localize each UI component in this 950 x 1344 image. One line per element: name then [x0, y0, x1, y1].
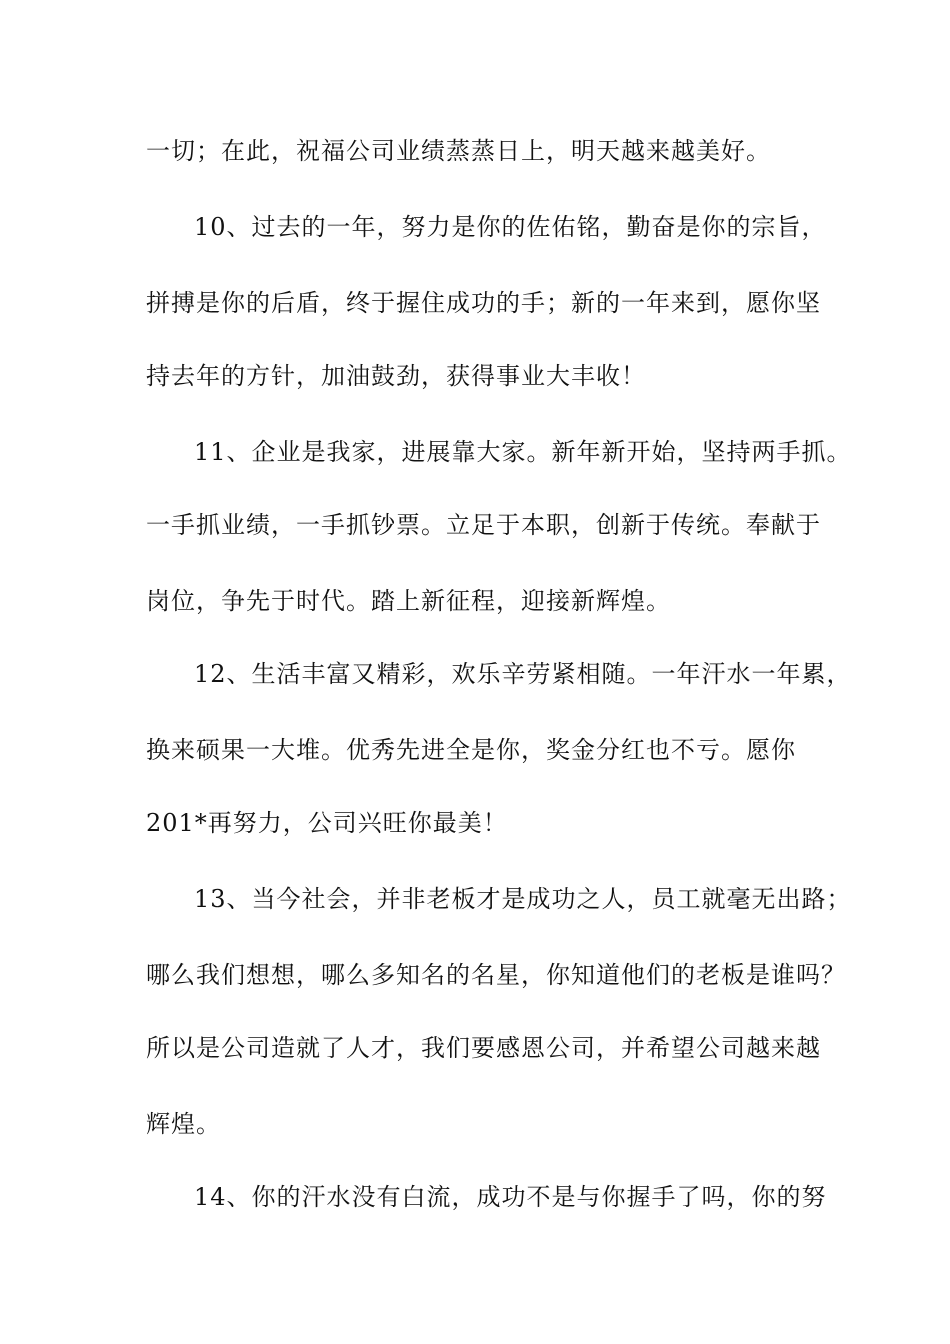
paragraph-11-start: 11、企业是我家，进展靠大家。新年新开始，坚持两手抓。 — [194, 438, 852, 466]
text-line: 一手抓业绩，一手抓钞票。立足于本职，创新于传统。奉献于 — [146, 511, 821, 539]
text-line: 201*再努力，公司兴旺你最美！ — [146, 809, 508, 837]
paragraph-13-start: 13、当今社会，并非老板才是成功之人，员工就毫无出路； — [194, 885, 852, 913]
text-line: 换来硕果一大堆。优秀先进全是你，奖金分红也不亏。愿你 — [146, 736, 796, 764]
paragraph-14-start: 14、你的汗水没有白流，成功不是与你握手了吗，你的努 — [194, 1183, 827, 1211]
text-line: 哪么我们想想，哪么多知名的名星，你知道他们的老板是谁吗？ — [146, 961, 846, 989]
text-line: 所以是公司造就了人才，我们要感恩公司，并希望公司越来越 — [146, 1034, 821, 1062]
text-line: 岗位，争先于时代。踏上新征程，迎接新辉煌。 — [146, 587, 671, 615]
text-line: 拼搏是你的后盾，终于握住成功的手；新的一年来到，愿你坚 — [146, 289, 821, 317]
paragraph-12-start: 12、生活丰富又精彩，欢乐辛劳紧相随。一年汗水一年累， — [194, 660, 852, 688]
text-line: 一切；在此，祝福公司业绩蒸蒸日上，明天越来越美好。 — [146, 137, 771, 165]
text-line: 持去年的方针，加油鼓劲，获得事业大丰收！ — [146, 362, 646, 390]
text-line: 辉煌。 — [146, 1110, 221, 1138]
paragraph-10-start: 10、过去的一年，努力是你的佐佑铭，勤奋是你的宗旨， — [194, 213, 827, 241]
